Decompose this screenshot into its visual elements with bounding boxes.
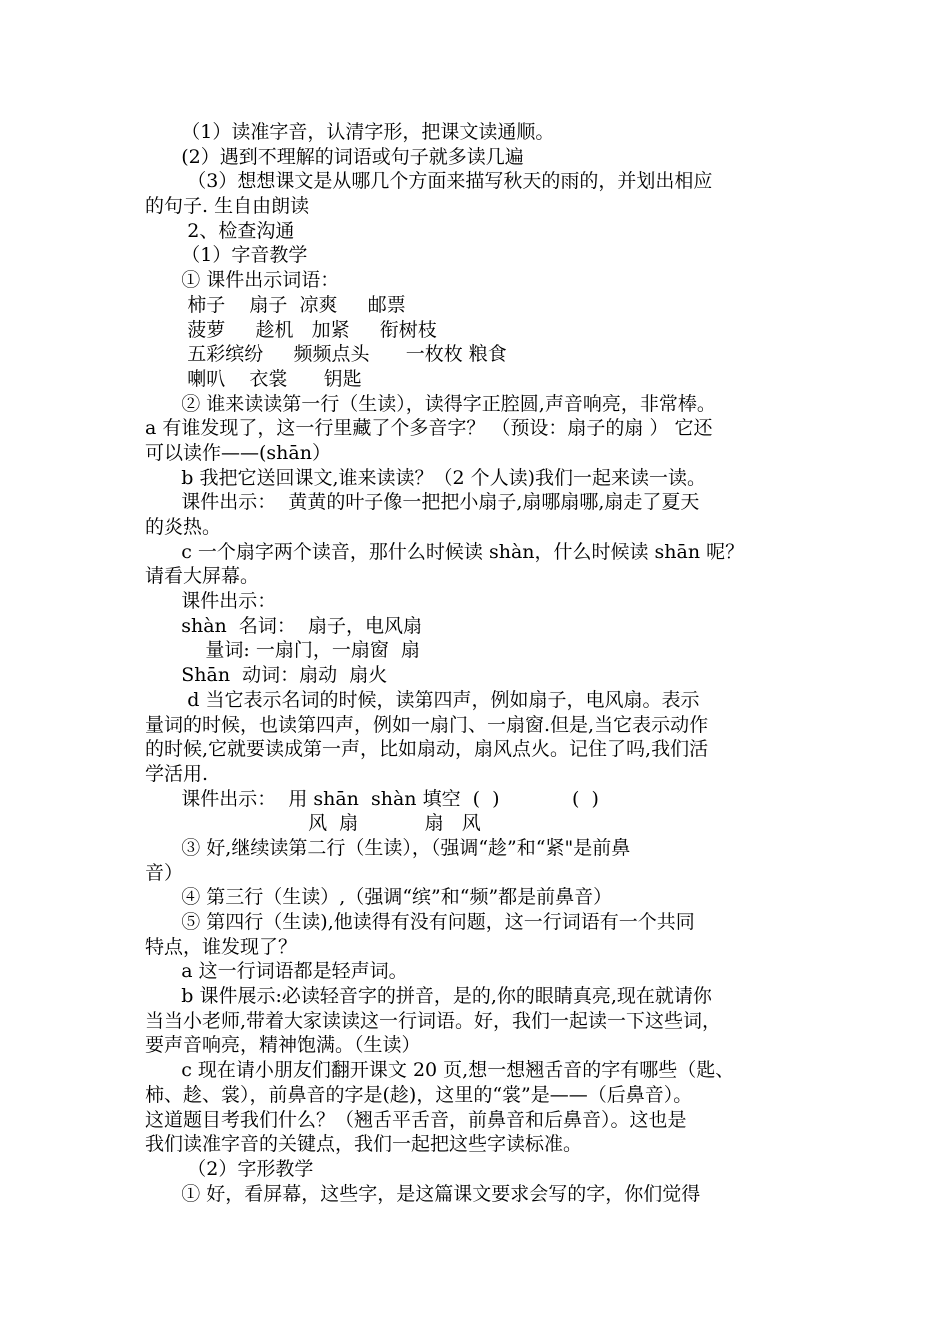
- text-line: 课件出示：: [145, 590, 277, 613]
- text-line: d 当它表示名词的时候，读第四声，例如扇子，电风扇。表示: [145, 688, 700, 711]
- text-line: 五彩缤纷 频频点头 一枚枚 粮食: [145, 343, 507, 366]
- text-line: 风 扇 扇 风: [145, 812, 481, 835]
- text-line: 的时候,它就要读成第一声，比如扇动，扇风点火。记住了吗,我们活: [145, 738, 709, 761]
- document-body: [145, 120, 825, 1206]
- text-line: ③ 好,继续读第二行（生读），（强调“趁”和“紧"是前鼻: [145, 836, 631, 859]
- text-line: (2）遇到不理解的词语或句子就多读几遍: [145, 145, 524, 168]
- text-line: 学活用.: [145, 762, 209, 785]
- text-line: 请看大屏幕。: [145, 565, 260, 588]
- text-line: （3）想想课文是从哪几个方面来描写秋天的雨的，并划出相应: [145, 170, 713, 193]
- text-line: 的句子. 生自由朗读: [145, 195, 310, 218]
- text-line: 当当小老师,带着大家读读这一行词语。好，我们一起读一下这些词，: [145, 1009, 722, 1032]
- text-line: 特点，谁发现了？: [145, 935, 298, 958]
- text-line: 我们读准字音的关键点，我们一起把这些字读标准。: [145, 1133, 583, 1156]
- text-line: 的炎热。: [145, 516, 222, 538]
- text-line: 2、检查沟通: [145, 219, 295, 242]
- text-line: （2）字形教学: [145, 1157, 314, 1180]
- text-line: a 有谁发现了，这一行里藏了个多音字？ （预设：扇子的扇 ） 它还: [145, 417, 713, 440]
- text-line: 柿子 扇子 凉爽 邮票: [145, 293, 406, 316]
- text-line: （1）字音教学: [145, 244, 308, 267]
- text-line: Shān 动词：扇动 扇火: [145, 664, 388, 687]
- text-line: c 现在请小朋友们翻开课文 20 页,想一想翘舌音的字有哪些（匙、: [145, 1059, 735, 1082]
- text-line: ① 课件出示词语：: [145, 269, 340, 292]
- text-line: 课件出示： 黄黄的叶子像一把把小扇子,扇哪扇哪,扇走了夏天: [145, 491, 700, 514]
- text-line: 要声音响亮，精神饱满。（生读）: [145, 1034, 421, 1057]
- text-line: 菠萝 趁机 加紧 衔树枝: [145, 318, 437, 341]
- text-line: c 一个扇字两个读音，那什么时候读 shàn，什么时候读 shān 呢？: [145, 540, 745, 563]
- text-line: b 课件展示:必读轻音字的拼音，是的,你的眼睛真亮,现在就请你: [145, 985, 712, 1008]
- text-line: 这道题目考我们什么？（翘舌平舌音，前鼻音和后鼻音）。这也是: [145, 1108, 687, 1131]
- text-line: ① 好，看屏幕，这些字，是这篇课文要求会写的字，你们觉得: [145, 1182, 701, 1205]
- text-line: 课件出示： 用 shān shàn 填空 ( ) ( ): [145, 787, 599, 810]
- text-line: ④ 第三行（生读）,（强调“缤”和“频”都是前鼻音）: [145, 886, 613, 909]
- text-line: 音）: [145, 861, 184, 884]
- text-line: 量词: 一扇门，一扇窗 扇: [145, 639, 420, 662]
- text-line: 可以读作——(shān）: [145, 441, 331, 464]
- text-line: 量词的时候，也读第四声，例如一扇门、一扇窗.但是,当它表示动作: [145, 713, 709, 736]
- text-line: 喇叭 衣裳 钥匙: [145, 367, 362, 390]
- text-line: b 我把它送回课文,谁来读读？（2 个人读)我们一起来读一读。: [145, 466, 707, 489]
- text-line: ② 谁来读读第一行（生读），读得字正腔圆,声音响亮，非常棒。: [145, 392, 716, 415]
- text-line: （1）读准字音，认清字形，把课文读通顺。: [145, 121, 555, 143]
- text-line: shàn 名词： 扇子，电风扇: [145, 614, 422, 637]
- text-line: ⑤ 第四行（生读),他读得有没有问题，这一行词语有一个共同: [145, 911, 695, 933]
- text-line: 柿、趁、裳），前鼻音的字是(趁)，这里的“裳”是——（后鼻音）。: [145, 1083, 693, 1106]
- text-line: a 这一行词语都是轻声词。: [145, 960, 408, 983]
